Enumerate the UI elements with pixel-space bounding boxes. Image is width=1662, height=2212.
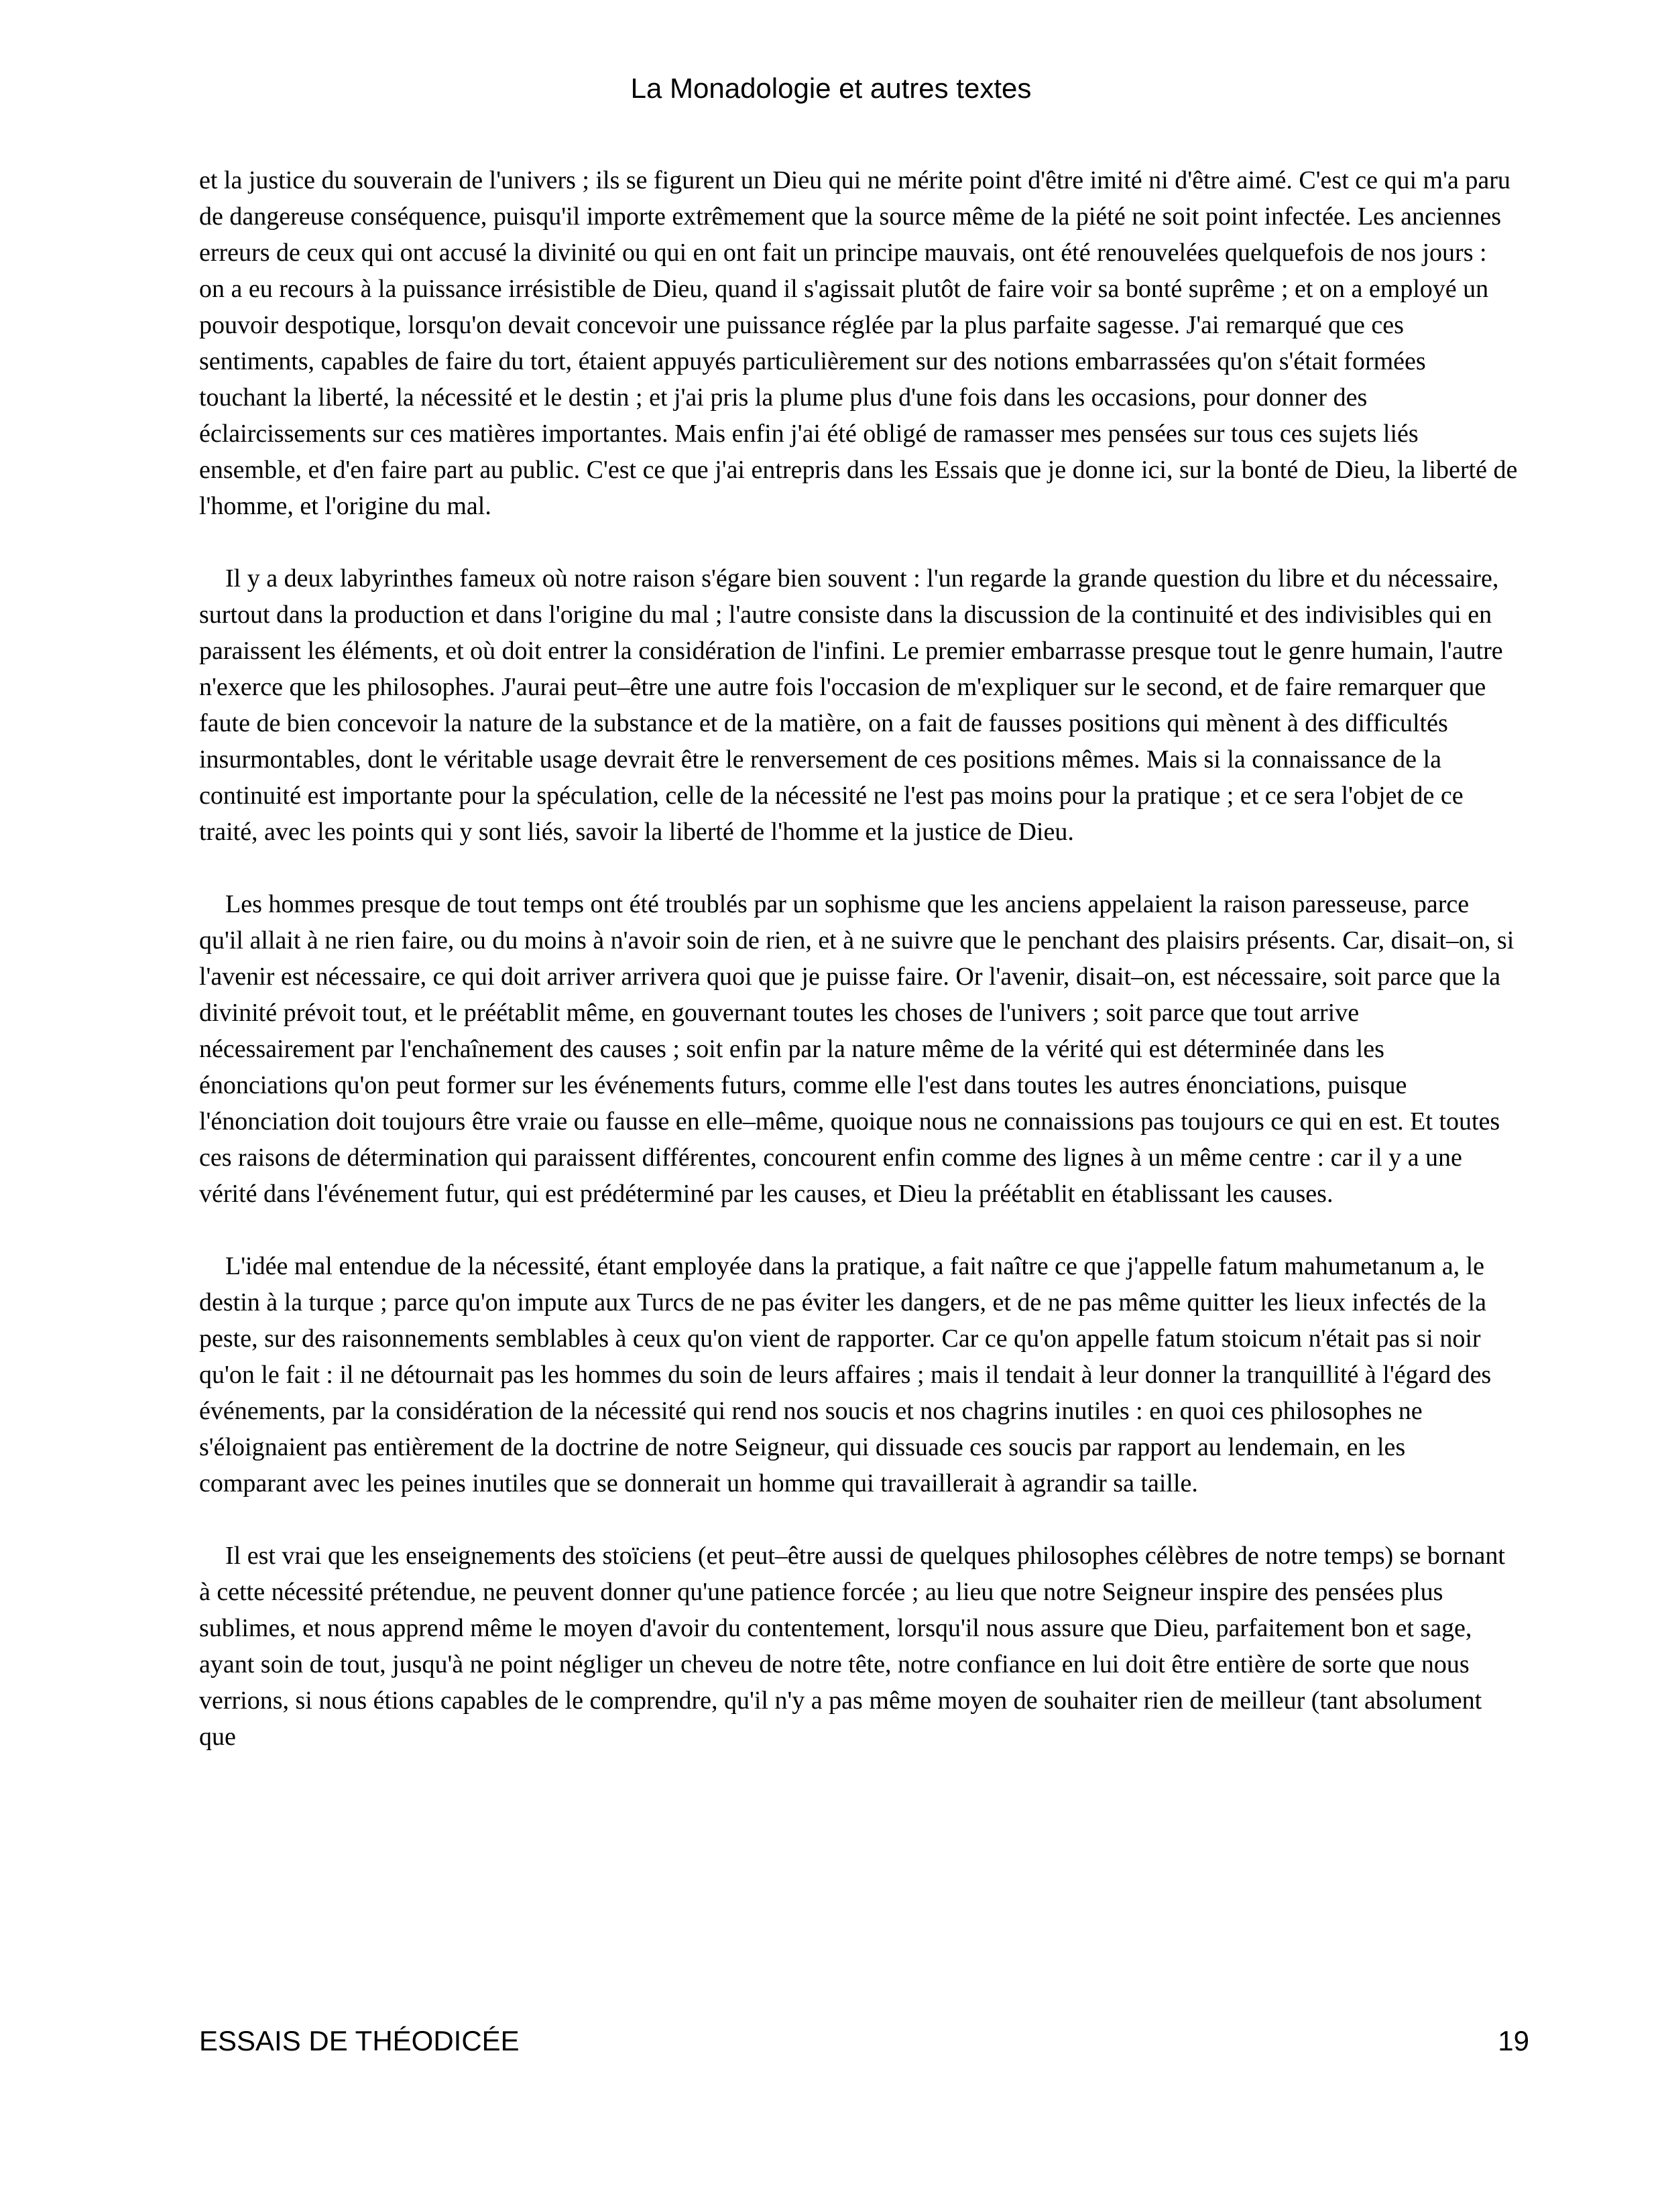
paragraph-2: Il y a deux labyrinthes fameux où notre raison s'égare bien souvent : l'un regarde la grande question du libre et du nécessaire, surtout dans la production et dans l'origine du mal ; l'autre consiste dans la discussion de la continuité et des indivisibles qui en paraissent les éléments, et où doit entrer la considération de l'infini. Le premier embarrasse presque tout le genre humain, l'autre n'exerce que les philosophes. J'aurai peut–être une autre fois l'occasion de m'expliquer sur le second, et de faire remarquer que faute de bien concevoir la nature de la substance et de la matière, on a fait de fausses positions qui mènent à des difficultés insurmontables, dont le véritable usage devrait être le renversement de ces positions mêmes. Mais si la connaissance de la continuité est importante pour la spéculation, celle de la nécessité ne l'est pas moins pour la pratique ; et ce sera l'objet de ce traité, avec les points qui y sont liés, savoir la liberté de l'homme et la justice de Dieu. xyxy=(199,564,1503,846)
paragraph-4: L'idée mal entendue de la nécessité, étant employée dans la pratique, a fait naître ce que j'appelle fatum mahumetanum a, le destin à la turque ; parce qu'on impute aux Turcs de ne pas éviter les dangers, et de ne pas même quitter les lieux infectés de la peste, sur des raisonnements semblables à ceux qu'on vient de rapporter. Car ce qu'on appelle fatum stoicum n'était pas si noir qu'on le fait : il ne détournait pas les hommes du soin de leurs affaires ; mais il tendait à leur donner la tranquillité à l'égard des événements, par la considération de la nécessité qui rend nos soucis et nos chagrins inutiles : en quoi ces philosophes ne s'éloignaient pas entièrement de la doctrine de notre Seigneur, qui dissuade ces soucis par rapport au lendemain, en les comparant avec les peines inutiles que se donnerait un homme qui travaillerait à agrandir sa taille. xyxy=(199,1252,1492,1497)
paragraph-5: Il est vrai que les enseignements des stoïciens (et peut–être aussi de quelques philosophes célèbres de notre temps) se bornant à cette nécessité prétendue, ne peuvent donner qu'une patience forcée ; au lieu que notre Seigneur inspire des pensées plus sublimes, et nous apprend même le moyen d'avoir du contentement, lorsqu'il nous assure que Dieu, parfaitement bon et sage, ayant soin de tout, jusqu'à ne point négliger un cheveu de notre tête, notre confiance en lui doit être entière de sorte que nous verrions, si nous étions capables de le comprendre, qu'il n'y a pas même moyen de souhaiter rien de meilleur (tant absolument que xyxy=(199,1542,1505,1751)
page-number: 19 xyxy=(1498,2025,1529,2056)
paragraph-3: Les hommes presque de tout temps ont été troublés par un sophisme que les anciens appelaient la raison paresseuse, parce qu'il allait à ne rien faire, ou du moins à n'avoir soin de rien, et à ne suivre que le penchant des plaisirs présents. Car, disait–on, si l'avenir est nécessaire, ce qui doit arriver arrivera quoi que je puisse faire. Or l'avenir, disait–on, est nécessaire, soit parce que la divinité prévoit tout, et le préétablit même, en gouvernant toutes les choses de l'univers ; soit parce que tout arrive nécessairement par l'enchaînement des causes ; soit enfin par la nature même de la vérité qui est déterminée dans les énonciations qu'on peut former sur les événements futurs, comme elle l'est dans toutes les autres énonciations, puisque l'énonciation doit toujours être vraie ou fausse en elle–même, quoique nous ne connaissions pas toujours ce qui en est. Et toutes ces raisons de détermination qui paraissent différentes, concourent enfin comme des lignes à un même centre : car il y a une vérité dans l'événement futur, qui est prédéterminé par les causes, et Dieu la préétablit en établissant les causes. xyxy=(199,890,1515,1208)
footer-section-title: ESSAIS DE THÉODICÉE xyxy=(199,2025,520,2056)
body-text xyxy=(199,162,1519,1755)
paragraph-1: et la justice du souverain de l'univers ; ils se figurent un Dieu qui ne mérite point d'être imité ni d'être aimé. C'est ce qui m'a paru de dangereuse conséquence, puisqu'il importe extrêmement que la source même de la piété ne soit point infectée. Les anciennes erreurs de ceux qui ont accusé la divinité ou qui en ont fait un principe mauvais, ont été renouvelées quelquefois de nos jours : on a eu recours à la puissance irrésistible de Dieu, quand il s'agissait plutôt de faire voir sa bonté suprême ; et on a employé un pouvoir despotique, lorsqu'on devait concevoir une puissance réglée par la plus parfaite sagesse. J'ai remarqué que ces sentiments, capables de faire du tort, étaient appuyés particulièrement sur des notions embarrassées qu'on s'était formées touchant la liberté, la nécessité et le destin ; et j'ai pris la plume plus d'une fois dans les occasions, pour donner des éclaircissements sur ces matières importantes. Mais enfin j'ai été obligé de ramasser mes pensées sur tous ces sujets liés ensemble, et d'en faire part au public. C'est ce que j'ai entrepris dans les Essais que je donne ici, sur la bonté de Dieu, la liberté de l'homme, et l'origine du mal. xyxy=(199,166,1518,520)
running-title: La Monadologie et autres textes xyxy=(630,72,1032,104)
